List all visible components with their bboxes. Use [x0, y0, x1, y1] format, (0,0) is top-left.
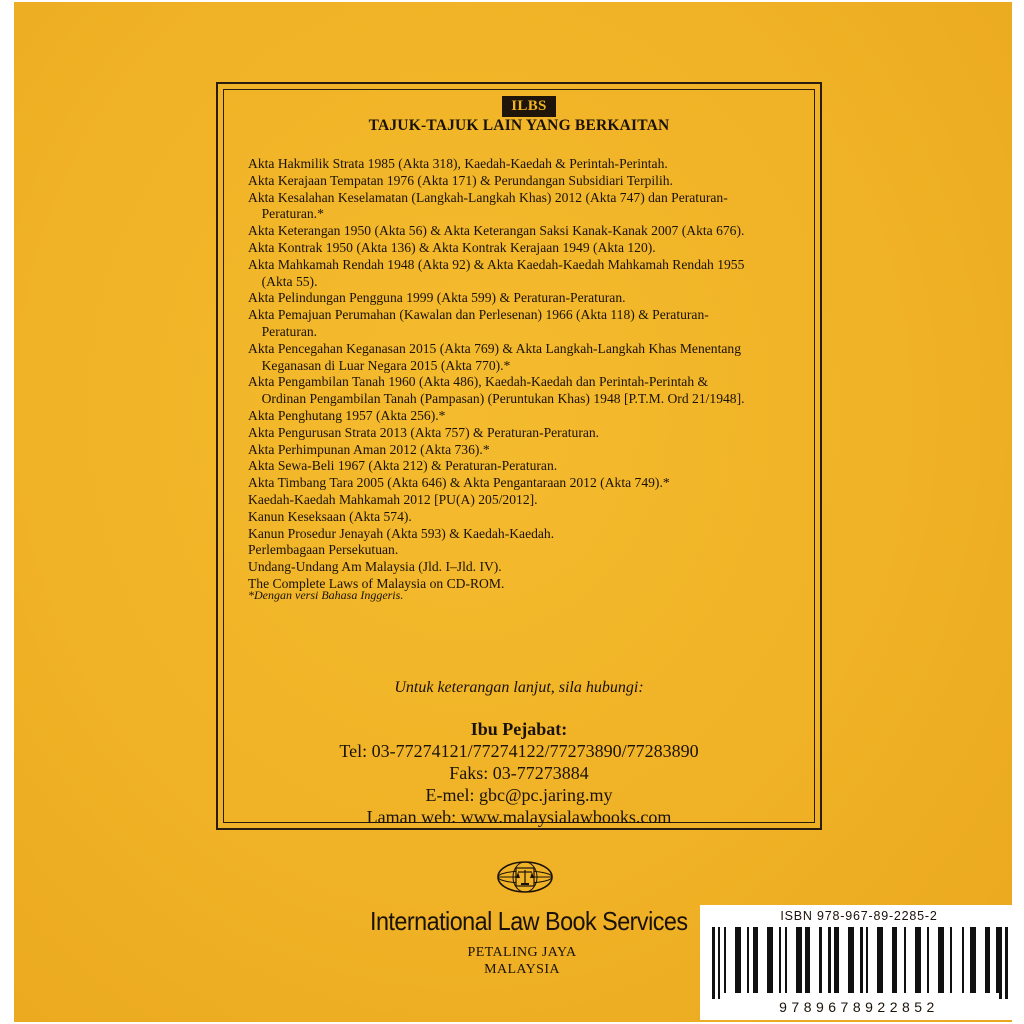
- list-item: Kanun Keseksaan (Akta 574).: [248, 508, 412, 524]
- list-item: Peraturan.: [248, 323, 318, 339]
- isbn-label: ISBN 978-967-89-2285-2: [780, 909, 938, 923]
- related-titles-box: [216, 82, 822, 830]
- fax-line: Faks: 03-77273884: [449, 763, 589, 783]
- email-line: E-mel: gbc@pc.jaring.my: [425, 785, 613, 805]
- list-item: The Complete Laws of Malaysia on CD-ROM.: [248, 575, 505, 591]
- publisher-name: International Law Book Services: [370, 906, 688, 936]
- list-item: Akta Pengurusan Strata 2013 (Akta 757) & Peraturan-Peraturan.: [248, 424, 600, 440]
- barcode-bars: [712, 927, 1008, 999]
- list-item: Akta Pengambilan Tanah 1960 (Akta 486), Kaedah-Kaedah dan Perintah-Perintah &: [248, 374, 709, 390]
- footnote: *Dengan versi Bahasa Inggeris.: [248, 588, 404, 602]
- related-titles-heading: TAJUK-TAJUK LAIN YANG BERKAITAN: [368, 117, 670, 134]
- list-item: Ordinan Pengambilan Tanah (Pampasan) (Peruntukan Khas) 1948 [P.T.M. Ord 21/1948].: [248, 391, 745, 407]
- list-item: Akta Keterangan 1950 (Akta 56) & Akta Keterangan Saksi Kanak-Kanak 2007 (Akta 676).: [248, 223, 745, 239]
- contact-block: [218, 676, 820, 828]
- list-item: Akta Sewa-Beli 1967 (Akta 212) & Peraturan-Peraturan.: [248, 458, 558, 474]
- list-item: Akta Pencegahan Keganasan 2015 (Akta 769) & Akta Langkah-Langkah Khas Menentang: [248, 340, 741, 356]
- book-back-cover: [14, 2, 1012, 1022]
- list-item: Akta Penghutang 1957 (Akta 256).*: [248, 407, 446, 423]
- publisher-city: PETALING JAYA: [467, 945, 577, 960]
- list-item: Kanun Prosedur Jenayah (Akta 593) & Kaedah-Kaedah.: [248, 525, 555, 541]
- list-item: (Akta 55).: [248, 273, 318, 289]
- isbn-barcode: [700, 905, 1018, 1020]
- list-item: Keganasan di Luar Negara 2015 (Akta 770).*: [248, 357, 511, 373]
- list-item: Peraturan.*: [248, 206, 324, 222]
- list-item: Undang-Undang Am Malaysia (Jld. I–Jld. IV).: [248, 559, 502, 575]
- telephone-line: Tel: 03-77274121/77274122/77273890/77283890: [339, 741, 699, 761]
- ilbs-globe-scales-logo-icon: [496, 860, 554, 894]
- head-office-label: Ibu Pejabat:: [470, 719, 568, 739]
- barcode-digits: 9789678922852: [779, 999, 939, 1015]
- list-item: Perlembagaan Persekutuan.: [248, 542, 399, 558]
- list-item: Akta Pelindungan Pengguna 1999 (Akta 599) & Peraturan-Peraturan.: [248, 290, 626, 306]
- list-item: Akta Timbang Tara 2005 (Akta 646) & Akta Pengantaraan 2012 (Akta 749).*: [248, 475, 670, 491]
- related-titles-list: [248, 156, 818, 593]
- list-item: Kaedah-Kaedah Mahkamah 2012 [PU(A) 205/2012].: [248, 491, 538, 507]
- ilbs-badge: ILBS: [502, 96, 556, 117]
- publisher-country: MALAYSIA: [484, 962, 560, 977]
- list-item: Akta Mahkamah Rendah 1948 (Akta 92) & Akta Kaedah-Kaedah Mahkamah Rendah 1955: [248, 256, 745, 272]
- list-item: Akta Kerajaan Tempatan 1976 (Akta 171) & Perundangan Subsidiari Terpilih.: [248, 172, 673, 188]
- list-item: Akta Kesalahan Keselamatan (Langkah-Langkah Khas) 2012 (Akta 747) dan Peraturan-: [248, 189, 728, 205]
- list-item: Akta Pemajuan Perumahan (Kawalan dan Perlesenan) 1966 (Akta 118) & Peraturan-: [248, 307, 709, 323]
- list-item: Akta Perhimpunan Aman 2012 (Akta 736).*: [248, 441, 490, 457]
- website-line: Laman web: www.malaysialawbooks.com: [366, 807, 672, 827]
- contact-intro: Untuk keterangan lanjut, sila hubungi:: [394, 679, 644, 696]
- list-item: Akta Kontrak 1950 (Akta 136) & Akta Kontrak Kerajaan 1949 (Akta 120).: [248, 239, 656, 255]
- list-item: Akta Hakmilik Strata 1985 (Akta 318), Kaedah-Kaedah & Perintah-Perintah.: [248, 156, 668, 171]
